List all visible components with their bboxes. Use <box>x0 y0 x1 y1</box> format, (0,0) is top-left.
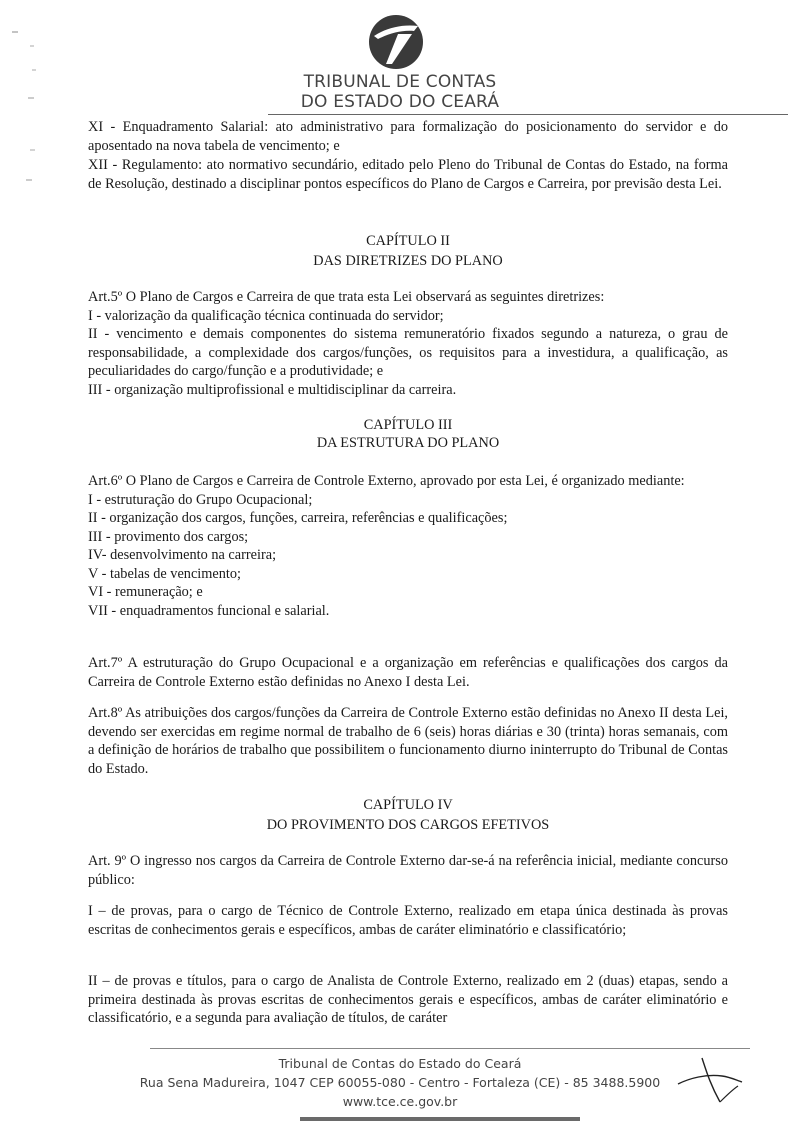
footer-divider <box>150 1048 750 1049</box>
art6-line: V - tabelas de vencimento; <box>88 565 241 582</box>
chapter-3-title: CAPÍTULO III <box>363 417 453 433</box>
art5-line: I - valorização da qualificação técnica continuada do servidor; <box>88 307 444 324</box>
art5-line: Art.5º O Plano de Cargos e Carreira de que trata esta Lei observará as seguintes diretrizes: <box>88 289 605 305</box>
art6-line: IV- desenvolvimento na carreira; <box>88 547 277 563</box>
art6-line: Art.6º O Plano de Cargos e Carreira de Controle Externo, aprovado por esta Lei, é organizado mediante: <box>88 473 685 489</box>
paragraph-xii: XII - Regulamento: ato normativo secundário, editado pelo Pleno do Tribunal de Contas do Estado, na forma de Resolução, destinado a disciplinar pontos específicos do Plano de Cargos e Carreira, por previsão desta Lei. <box>88 157 728 192</box>
tce-logo-icon <box>368 14 424 70</box>
org-name-line1: TRIBUNAL DE CONTAS <box>303 72 497 92</box>
article-9: Art. 9º O ingresso nos cargos da Carreira de Controle Externo dar-se-á na referência inicial, mediante concurso público: <box>88 853 728 888</box>
art6-line: VII - enquadramentos funcional e salarial. <box>88 602 330 619</box>
article-9-item-i: I – de provas, para o cargo de Técnico de Controle Externo, realizado em etapa única destinada às provas escritas de conhecimentos gerais e específicos, ambas de caráter eliminatório e classificatório; <box>88 903 728 938</box>
article-7: Art.7º A estruturação do Grupo Ocupacional e a organização em referências e qualificações dos cargos da Carreira de Controle Externo estão definidas no Anexo I desta Lei. <box>88 655 728 690</box>
signature-mark <box>676 1056 746 1106</box>
art6-line: III - provimento dos cargos; <box>88 528 249 545</box>
art6-line: VI - remuneração; e <box>88 584 203 600</box>
footer-bar <box>300 1117 580 1121</box>
article-6 <box>88 472 728 620</box>
art5-line: II - vencimento e demais componentes do sistema remuneratório fixados segundo a natureza, o grau de responsabilidade, a complexidade dos cargos/funções, os requisitos para a investidura, a qualificação, as peculiaridades do cargo/função e a produtividade; e <box>88 326 728 379</box>
chapter-2-title: CAPÍTULO II <box>366 233 450 249</box>
art6-line: I - estruturação do Grupo Ocupacional; <box>88 491 313 508</box>
article-9-item-ii: II – de provas e títulos, para o cargo de Analista de Controle Externo, realizado em 2 (duas) etapas, sendo a primeira destinada às provas escritas de conhecimentos gerais e específicos, ambas de caráter eliminatório e classificatório, e a segunda para avaliação de títulos, de caráter <box>88 973 728 1026</box>
chapter-4-title: CAPÍTULO IV <box>363 797 453 813</box>
org-name-line2: DO ESTADO DO CEARÁ <box>300 92 500 112</box>
footer-website: www.tce.ce.gov.br <box>342 1094 458 1109</box>
chapter-4-subtitle: DO PROVIMENTO DOS CARGOS EFETIVOS <box>266 817 550 833</box>
footer-address: Rua Sena Madureira, 1047 CEP 60055-080 - Centro - Fortaleza (CE) - 85 3488.5900 <box>139 1075 661 1090</box>
chapter-2-subtitle: DAS DIRETRIZES DO PLANO <box>313 253 503 269</box>
paragraph-xi: XI - Enquadramento Salarial: ato administrativo para formalização do posicionamento do servidor e do aposentado na nova tabela de vencimento; e <box>88 119 728 154</box>
margin-marks <box>10 30 40 200</box>
chapter-3-subtitle: DA ESTRUTURA DO PLANO <box>316 435 500 451</box>
article-8: Art.8º As atribuições dos cargos/funções da Carreira de Controle Externo estão definidas no Anexo II desta Lei, devendo ser exercidas em regime normal de trabalho de 6 (seis) horas diárias e 30 (trinta) horas semanais, com a definição de horários de trabalho que possibilitem o funcionamento diurno ininterrupto do Tribunal de Contas do Estado. <box>88 705 728 777</box>
header-divider <box>268 114 788 115</box>
art5-line: III - organização multiprofissional e multidisciplinar da carreira. <box>88 381 457 398</box>
footer-org: Tribunal de Contas do Estado do Ceará <box>278 1056 522 1071</box>
art6-line: II - organização dos cargos, funções, carreira, referências e qualificações; <box>88 510 508 526</box>
article-5 <box>88 288 728 399</box>
